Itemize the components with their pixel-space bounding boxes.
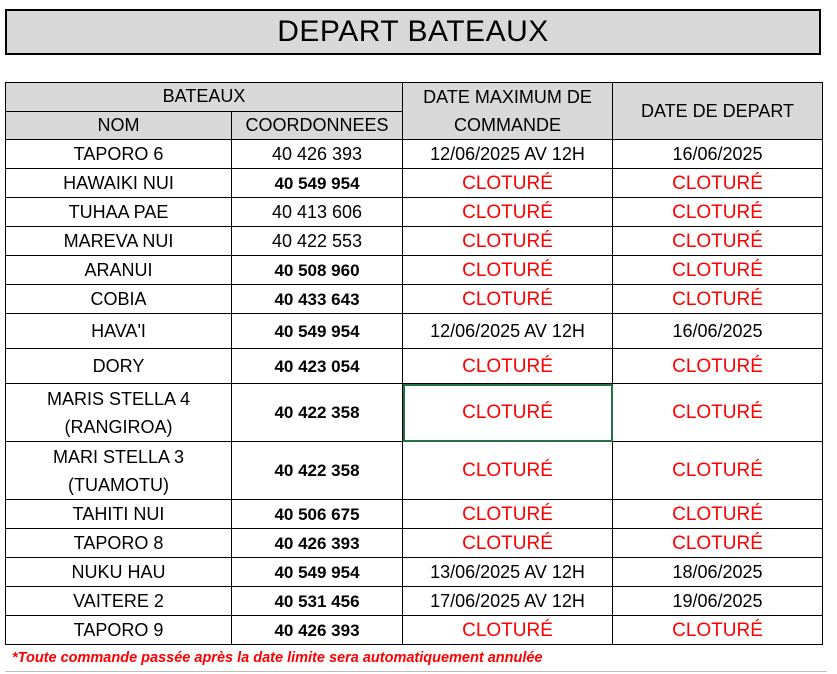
table-row <box>6 529 823 558</box>
table-row <box>6 587 823 616</box>
max-order-cell[interactable]: 12/06/2025 AV 12H <box>403 140 613 169</box>
departure-cell[interactable]: CLOTURÉ <box>613 256 823 285</box>
coords-cell[interactable]: 40 426 393 <box>232 140 403 169</box>
max-order-cell[interactable]: CLOTURÉ <box>403 256 613 285</box>
coords-cell[interactable]: 40 413 606 <box>232 198 403 227</box>
table-row <box>6 349 823 384</box>
table-row <box>6 198 823 227</box>
header-boats-group[interactable]: BATEAUX <box>6 83 403 112</box>
departure-cell[interactable]: CLOTURÉ <box>613 500 823 529</box>
max-order-cell[interactable]: 13/06/2025 AV 12H <box>403 558 613 587</box>
header-name[interactable]: NOM <box>6 111 232 140</box>
departure-cell[interactable]: CLOTURÉ <box>613 285 823 314</box>
departure-cell[interactable]: CLOTURÉ <box>613 529 823 558</box>
coords-cell[interactable]: 40 508 960 <box>232 256 403 285</box>
boat-name-cell[interactable] <box>6 442 232 500</box>
coords-cell[interactable]: 40 423 054 <box>232 349 403 384</box>
max-order-cell[interactable]: CLOTURÉ <box>403 616 613 645</box>
max-order-cell-selected[interactable]: CLOTURÉ <box>403 384 613 442</box>
boat-name-cell[interactable] <box>6 384 232 442</box>
departure-cell[interactable]: 16/06/2025 <box>613 140 823 169</box>
table-row <box>6 500 823 529</box>
table-row <box>6 227 823 256</box>
max-order-cell[interactable]: CLOTURÉ <box>403 227 613 256</box>
boat-name-cell[interactable]: ARANUI <box>6 256 232 285</box>
coords-cell[interactable]: 40 433 643 <box>232 285 403 314</box>
boat-name-cell[interactable]: TAPORO 6 <box>6 140 232 169</box>
coords-cell[interactable]: 40 549 954 <box>232 558 403 587</box>
departure-cell[interactable]: CLOTURÉ <box>613 616 823 645</box>
coords-cell[interactable]: 40 549 954 <box>232 314 403 349</box>
departure-cell[interactable]: 18/06/2025 <box>613 558 823 587</box>
table-row <box>6 314 823 349</box>
table-row <box>6 285 823 314</box>
departure-cell[interactable]: 19/06/2025 <box>613 587 823 616</box>
boat-name-line2: (TUAMOTU) <box>68 474 169 495</box>
max-order-cell[interactable]: CLOTURÉ <box>403 349 613 384</box>
max-order-cell[interactable]: CLOTURÉ <box>403 500 613 529</box>
boat-name-cell[interactable]: COBIA <box>6 285 232 314</box>
boat-name-line1: MARIS STELLA 4 <box>46 388 191 409</box>
coords-cell[interactable]: 40 549 954 <box>232 169 403 198</box>
table-row <box>6 384 823 442</box>
max-order-cell[interactable]: 17/06/2025 AV 12H <box>403 587 613 616</box>
coords-cell[interactable]: 40 422 358 <box>232 442 403 500</box>
boat-name-line1: MARI STELLA 3 <box>52 446 185 467</box>
header-max-order-line2: COMMANDE <box>454 115 561 135</box>
boat-name-cell[interactable]: VAITERE 2 <box>6 587 232 616</box>
bottom-divider <box>5 671 827 672</box>
header-max-order-line1: DATE MAXIMUM DE <box>423 87 592 107</box>
departure-cell[interactable]: CLOTURÉ <box>613 349 823 384</box>
max-order-cell[interactable]: CLOTURÉ <box>403 529 613 558</box>
boat-name-cell[interactable]: NUKU HAU <box>6 558 232 587</box>
boat-name-cell[interactable]: HAWAIKI NUI <box>6 169 232 198</box>
departure-cell[interactable]: CLOTURÉ <box>613 198 823 227</box>
table-row <box>6 442 823 500</box>
coords-cell[interactable]: 40 531 456 <box>232 587 403 616</box>
departure-cell[interactable]: CLOTURÉ <box>613 169 823 198</box>
departure-cell[interactable]: CLOTURÉ <box>613 227 823 256</box>
boat-name-line2: (RANGIROA) <box>64 416 173 437</box>
coords-cell[interactable]: 40 426 393 <box>232 616 403 645</box>
max-order-cell[interactable]: CLOTURÉ <box>403 169 613 198</box>
boat-name-cell[interactable]: MAREVA NUI <box>6 227 232 256</box>
max-order-cell[interactable]: CLOTURÉ <box>403 285 613 314</box>
table-row <box>6 140 823 169</box>
max-order-cell[interactable]: 12/06/2025 AV 12H <box>403 314 613 349</box>
boat-name-cell[interactable]: DORY <box>6 349 232 384</box>
coords-cell[interactable]: 40 426 393 <box>232 529 403 558</box>
page-title: DEPART BATEAUX <box>5 9 821 55</box>
header-max-order-date[interactable] <box>403 83 613 140</box>
header-departure-date[interactable]: DATE DE DEPART <box>613 83 823 140</box>
table-row <box>6 558 823 587</box>
boat-name-cell[interactable]: HAVA'I <box>6 314 232 349</box>
coords-cell[interactable]: 40 422 553 <box>232 227 403 256</box>
boat-name-cell[interactable]: TAPORO 8 <box>6 529 232 558</box>
departure-cell[interactable]: 16/06/2025 <box>613 314 823 349</box>
departure-cell[interactable]: CLOTURÉ <box>613 442 823 500</box>
max-order-cell[interactable]: CLOTURÉ <box>403 442 613 500</box>
boat-name-cell[interactable]: TUHAA PAE <box>6 198 232 227</box>
coords-cell[interactable]: 40 506 675 <box>232 500 403 529</box>
max-order-cell[interactable]: CLOTURÉ <box>403 198 613 227</box>
departure-cell[interactable]: CLOTURÉ <box>613 384 823 442</box>
table-row <box>6 616 823 645</box>
departures-table <box>5 82 823 645</box>
coords-cell[interactable]: 40 422 358 <box>232 384 403 442</box>
footnote: *Toute commande passée après la date limite sera automatiquement annulée <box>12 650 543 666</box>
header-coords[interactable]: COORDONNEES <box>232 111 403 140</box>
boat-name-cell[interactable]: TAPORO 9 <box>6 616 232 645</box>
table-row <box>6 169 823 198</box>
table-row <box>6 256 823 285</box>
boat-name-cell[interactable]: TAHITI NUI <box>6 500 232 529</box>
